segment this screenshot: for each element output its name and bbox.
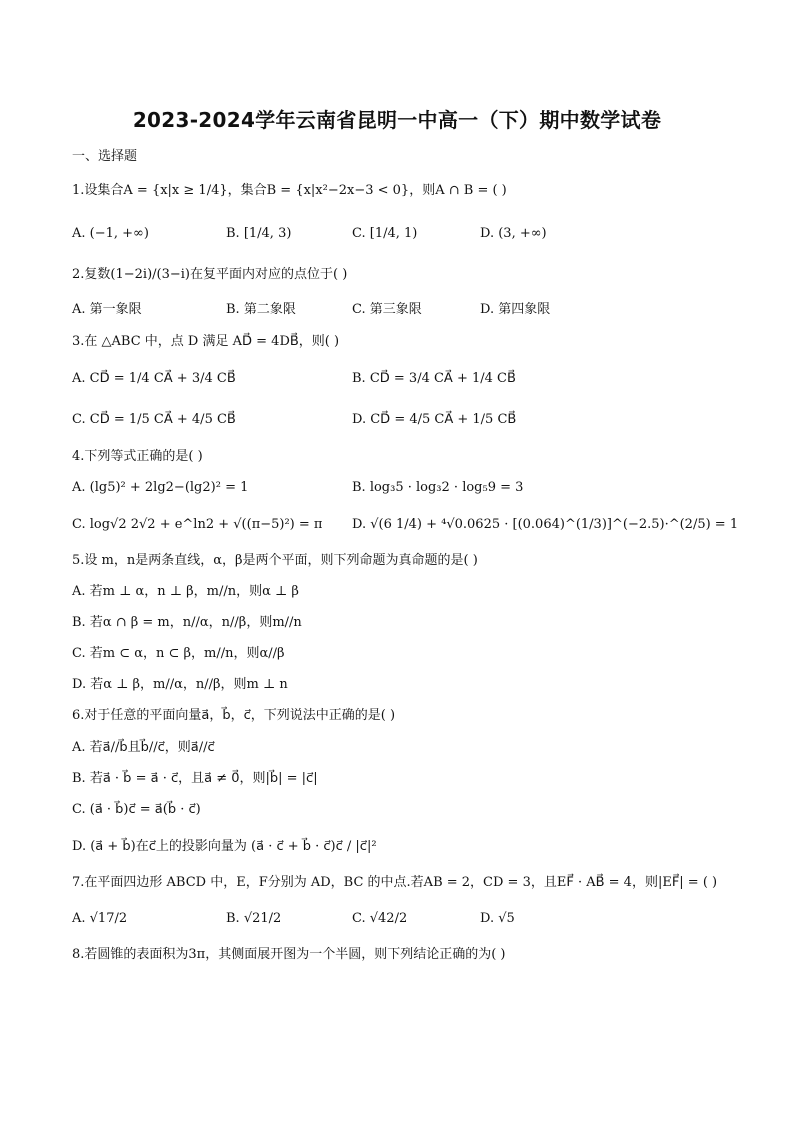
question-5-option-b: B. 若α ∩ β = m，n//α，n//β，则m//n: [72, 615, 302, 630]
question-8-stem: 8.若圆锥的表面积为3π，其侧面展开图为一个半圆，则下列结论正确的为( ): [72, 947, 506, 962]
question-7-option-a: A. √17/2: [72, 911, 128, 926]
question-7-stem: 7.在平面四边形 ABCD 中，E，F分别为 AD，BC 的中点.若AB = 2，CD = 3，且EF⃗ · AB⃗ = 4，则|EF⃗| = ( ): [72, 875, 718, 890]
question-5-option-c: C. 若m ⊂ α，n ⊂ β，m//n，则α//β: [72, 646, 285, 661]
question-2-option-d: D. 第四象限: [480, 302, 551, 317]
question-2-option-c: C. 第三象限: [352, 302, 422, 317]
question-4-option-a: A. (lg5)² + 2lg2−(lg2)² = 1: [72, 480, 249, 495]
question-2-stem: 2.复数(1−2i)/(3−i)在复平面内对应的点位于( ): [72, 267, 348, 282]
question-4-option-d: D. √(6 1/4) + ⁴√0.0625 · [(0.064)^(1/3)]^(−2.5)·^(2/5) = 1: [352, 517, 739, 532]
question-1-stem: 1.设集合A = {x|x ≥ 1/4}，集合B = {x|x²−2x−3 < 0}，则A ∩ B = ( ): [72, 183, 507, 198]
question-5-stem: 5.设 m，n是两条直线，α，β是两个平面，则下列命题为真命题的是( ): [72, 553, 478, 568]
page-title: 2023-2024学年云南省昆明一中高一（下）期中数学试卷: [132, 108, 662, 132]
question-4-option-b: B. log₃5 · log₃2 · log₅9 = 3: [352, 480, 524, 495]
question-7-option-b: B. √21/2: [226, 911, 282, 926]
question-3-option-b: B. CD⃗ = 3/4 CA⃗ + 1/4 CB⃗: [352, 371, 516, 386]
question-2-option-a: A. 第一象限: [72, 302, 142, 317]
question-7-option-c: C. √42/2: [352, 911, 408, 926]
question-1-option-a: A. (−1, +∞): [72, 226, 149, 241]
question-6-option-b: B. 若a⃗ · b⃗ = a⃗ · c⃗，且a⃗ ≠ 0⃗，则|b⃗| = |c⃗|: [72, 771, 318, 786]
question-6-option-a: A. 若a⃗//b⃗且b⃗//c⃗，则a⃗//c⃗: [72, 740, 215, 755]
question-3-option-c: C. CD⃗ = 1/5 CA⃗ + 4/5 CB⃗: [72, 412, 236, 427]
question-3-option-d: D. CD⃗ = 4/5 CA⃗ + 1/5 CB⃗: [352, 412, 517, 427]
question-2-option-b: B. 第二象限: [226, 302, 296, 317]
question-4-stem: 4.下列等式正确的是( ): [72, 449, 203, 464]
question-1-option-c: C. [1/4, 1): [352, 226, 418, 241]
question-5-option-d: D. 若α ⊥ β，m//α，n//β，则m ⊥ n: [72, 677, 288, 692]
question-3-stem: 3.在 △ABC 中，点 D 满足 AD⃗ = 4DB⃗，则( ): [72, 334, 340, 349]
question-6-option-d: D. (a⃗ + b⃗)在c⃗上的投影向量为 (a⃗ · c⃗ + b⃗ · c⃗)c⃗ / |c⃗|²: [72, 839, 377, 854]
question-5-option-a: A. 若m ⊥ α，n ⊥ β，m//n，则α ⊥ β: [72, 584, 299, 599]
question-1-option-b: B. [1/4, 3): [226, 226, 292, 241]
question-4-option-c: C. log√2 2√2 + e^ln2 + √((π−5)²) = π: [72, 517, 323, 532]
question-6-stem: 6.对于任意的平面向量a⃗，b⃗，c⃗，下列说法中正确的是( ): [72, 708, 396, 723]
question-6-option-c: C. (a⃗ · b⃗)c⃗ = a⃗(b⃗ · c⃗): [72, 802, 201, 817]
question-7-option-d: D. √5: [480, 911, 515, 926]
question-1-option-d: D. (3, +∞): [480, 226, 547, 241]
question-3-option-a: A. CD⃗ = 1/4 CA⃗ + 3/4 CB⃗: [72, 371, 236, 386]
section-heading: 一、选择题: [72, 149, 138, 164]
